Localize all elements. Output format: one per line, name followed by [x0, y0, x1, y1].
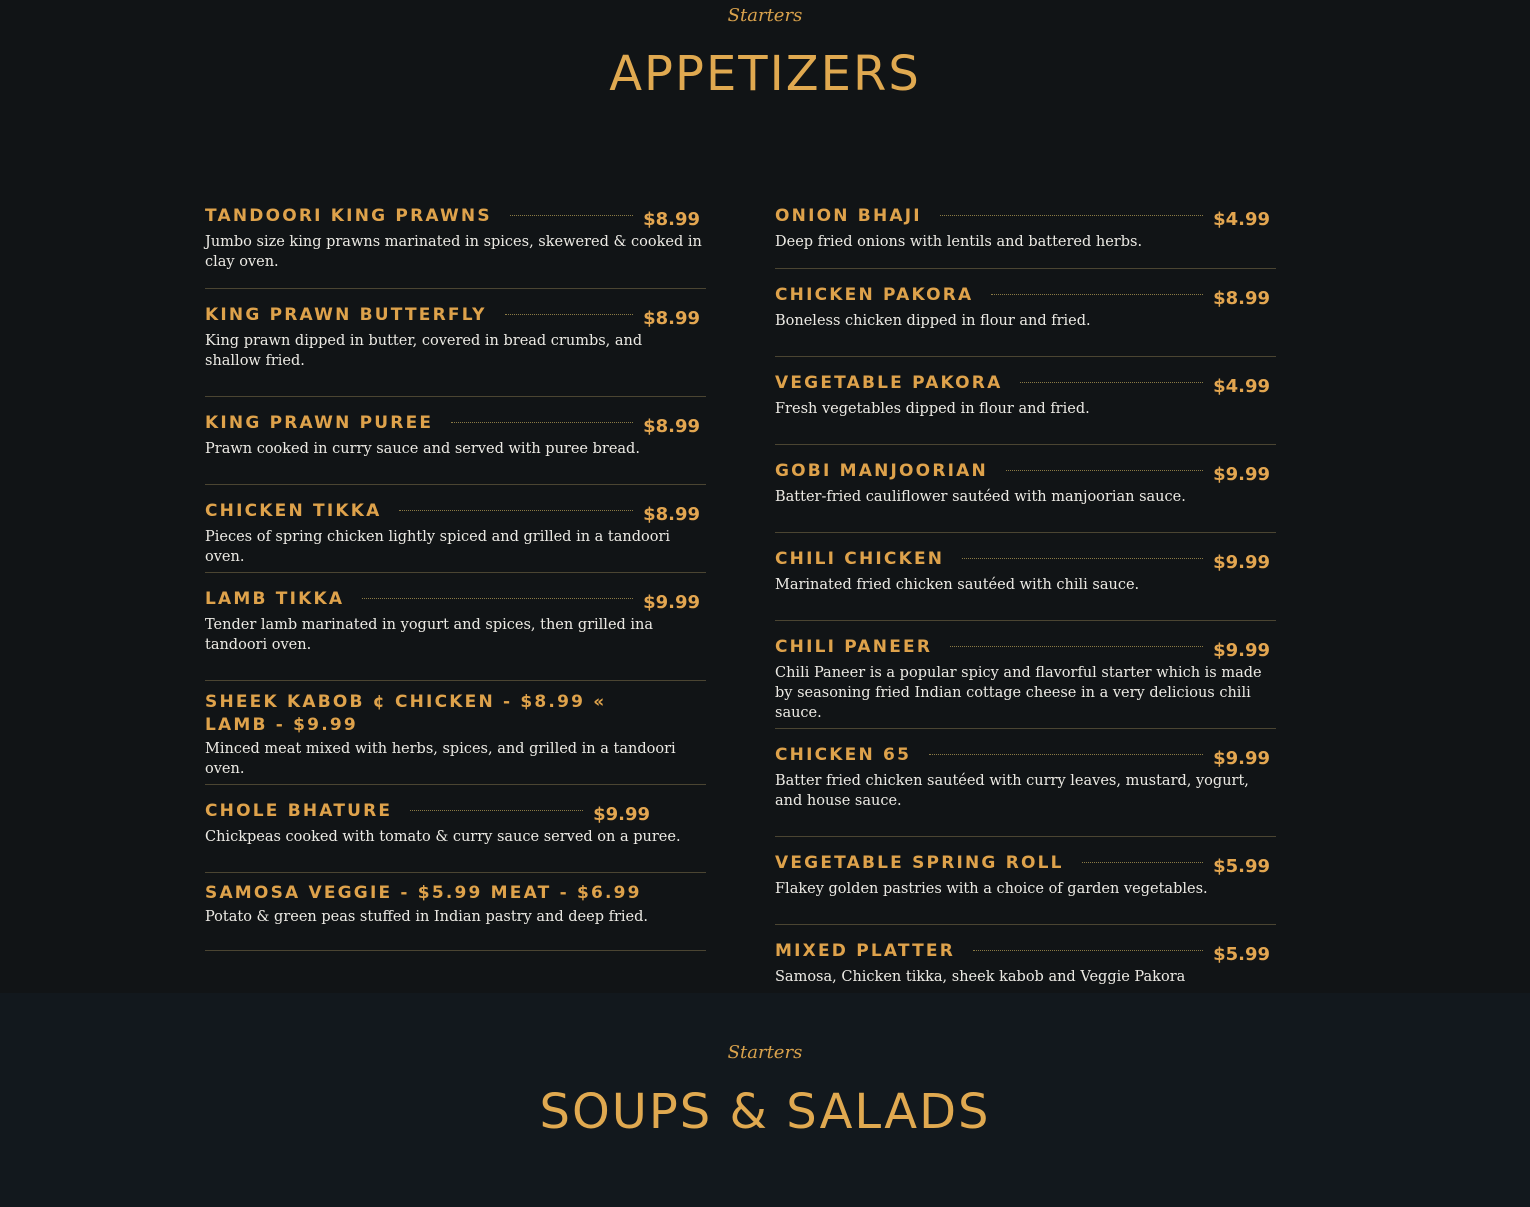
menu-item-name: CHILI PANEER [775, 637, 933, 657]
section-kicker: Starters [727, 5, 803, 26]
leader-dots [399, 509, 633, 511]
leader-dots [410, 809, 583, 811]
section-title: SOUPS & SALADS [539, 1084, 991, 1140]
menu-item-header [205, 881, 706, 905]
menu-item [775, 739, 1276, 837]
menu-item-description: Tender lamb marinated in yogurt and spices, then grilled ina tandoori oven. [205, 617, 654, 653]
menu-item [775, 543, 1276, 621]
menu-column-right [775, 200, 1276, 1013]
menu-item [205, 691, 706, 785]
menu-item [775, 279, 1276, 357]
menu-item-description: Pieces of spring chicken lightly spiced and grilled in a tandoori oven. [205, 529, 671, 565]
menu-item-header [205, 691, 706, 737]
menu-item-description: Fresh vegetables dipped in flour and fried. [775, 401, 1090, 417]
menu-item-price: $9.99 [1213, 552, 1270, 573]
leader-dots [510, 214, 633, 216]
menu-item-price: $9.99 [1213, 748, 1270, 769]
menu-item-price: $4.99 [1213, 376, 1270, 397]
menu-item-header [775, 367, 1276, 397]
menu-item-name: SAMOSA VEGGIE - $5.99 MEAT - $6.99 [205, 883, 642, 903]
menu-item-price: $5.99 [1213, 856, 1270, 877]
menu-item-header [775, 935, 1276, 965]
menu-item-price: $8.99 [643, 504, 700, 525]
menu-item-name: SHEEK KABOB ¢ CHICKEN - $8.99 « LAMB - $9.99 [205, 692, 607, 735]
menu-item-description: Minced meat mixed with herbs, spices, and grilled in a tandoori oven. [205, 741, 676, 777]
menu-item-name: VEGETABLE PAKORA [775, 373, 1003, 393]
menu-item-price: $9.99 [1213, 640, 1270, 661]
menu-item-header [205, 407, 706, 437]
menu-item-price: $8.99 [1213, 288, 1270, 309]
menu-item-header [775, 455, 1276, 485]
menu-item-name: ONION BHAJI [775, 206, 922, 226]
soups-salads-section [0, 993, 1530, 1207]
menu-item-header [205, 583, 706, 613]
menu-item-name: CHICKEN 65 [775, 745, 912, 765]
menu-item-header [775, 631, 1276, 661]
menu-item-description: Marinated fried chicken sautéed with chili sauce. [775, 577, 1140, 593]
leader-dots [1006, 469, 1203, 471]
menu-item-name: CHICKEN TIKKA [205, 501, 382, 521]
menu-item-header [775, 739, 1276, 769]
menu-column-left [205, 200, 706, 951]
section-kicker: Starters [727, 1042, 803, 1063]
menu-item [205, 407, 706, 485]
menu-item [205, 881, 706, 951]
menu-item [775, 455, 1276, 533]
menu-item-name: MIXED PLATTER [775, 941, 956, 961]
menu-item [205, 795, 706, 873]
menu-item [775, 847, 1276, 925]
leader-dots [505, 313, 633, 315]
menu-item [205, 200, 706, 289]
menu-item-price: $9.99 [643, 592, 700, 613]
menu-item-price: $8.99 [643, 308, 700, 329]
menu-item-price: $9.99 [593, 804, 650, 825]
leader-dots [1020, 381, 1203, 383]
menu-item-description: Deep fried onions with lentils and battered herbs. [775, 234, 1143, 250]
leader-dots [940, 214, 1203, 216]
menu-item-description: Prawn cooked in curry sauce and served with puree bread. [205, 441, 640, 457]
menu-item-name: CHICKEN PAKORA [775, 285, 974, 305]
menu-item-description: Boneless chicken dipped in flour and fried. [775, 313, 1091, 329]
menu-item-name: LAMB TIKKA [205, 589, 345, 609]
menu-item-description: Batter-fried cauliflower sautéed with manjoorian sauce. [775, 489, 1186, 505]
menu-item-price: $4.99 [1213, 209, 1270, 230]
leader-dots [929, 753, 1203, 755]
menu-item-name: CHILI CHICKEN [775, 549, 945, 569]
menu-item-header [205, 200, 706, 230]
menu-item-description: Batter fried chicken sautéed with curry leaves, mustard, yogurt, and house sauce. [775, 773, 1249, 809]
menu-item-price: $8.99 [643, 209, 700, 230]
menu-item-price: $9.99 [1213, 464, 1270, 485]
menu-item-name: VEGETABLE SPRING ROLL [775, 853, 1064, 873]
menu-item-description: King prawn dipped in butter, covered in bread crumbs, and shallow fried. [205, 333, 643, 369]
menu-item-description: Potato & green peas stuffed in Indian pastry and deep fried. [205, 909, 649, 925]
menu-item-description: Jumbo size king prawns marinated in spices, skewered & cooked in clay oven. [205, 234, 702, 270]
menu-item [205, 495, 706, 573]
leader-dots [362, 597, 633, 599]
menu-item [775, 367, 1276, 445]
leader-dots [950, 645, 1203, 647]
menu-item-description: Chili Paneer is a popular spicy and flavorful starter which is made by seasoning fried Indian cottage cheese in a very delicious chili sauce. [775, 665, 1262, 721]
menu-item-name: GOBI MANJOORIAN [775, 461, 988, 481]
menu-item-header [205, 795, 656, 825]
menu-item-description: Chickpeas cooked with tomato & curry sauce served on a puree. [205, 829, 681, 845]
section-title: APPETIZERS [609, 46, 921, 102]
leader-dots [962, 557, 1203, 559]
menu-item-header [205, 299, 706, 329]
menu-item-price: $8.99 [643, 416, 700, 437]
menu-item-header [775, 200, 1276, 230]
menu-item-header [775, 543, 1276, 573]
menu-item-description: Flakey golden pastries with a choice of garden vegetables. [775, 881, 1208, 897]
menu-item-header [775, 279, 1276, 309]
menu-item-name: KING PRAWN PUREE [205, 413, 434, 433]
leader-dots [991, 293, 1203, 295]
leader-dots [973, 949, 1203, 951]
menu-item-name: CHOLE BHATURE [205, 801, 393, 821]
leader-dots [1082, 861, 1203, 863]
menu-item-price: $5.99 [1213, 944, 1270, 965]
leader-dots [451, 421, 633, 423]
menu-item [775, 200, 1276, 269]
menu-item-header [205, 495, 706, 525]
menu-item-name: KING PRAWN BUTTERFLY [205, 305, 487, 325]
menu-item-name: TANDOORI KING PRAWNS [205, 206, 492, 226]
menu-item [205, 299, 706, 397]
menu-item [205, 583, 706, 681]
menu-item-header [775, 847, 1276, 877]
menu-item-description: Samosa, Chicken tikka, sheek kabob and Veggie Pakora [775, 969, 1186, 985]
menu-item [775, 631, 1276, 729]
